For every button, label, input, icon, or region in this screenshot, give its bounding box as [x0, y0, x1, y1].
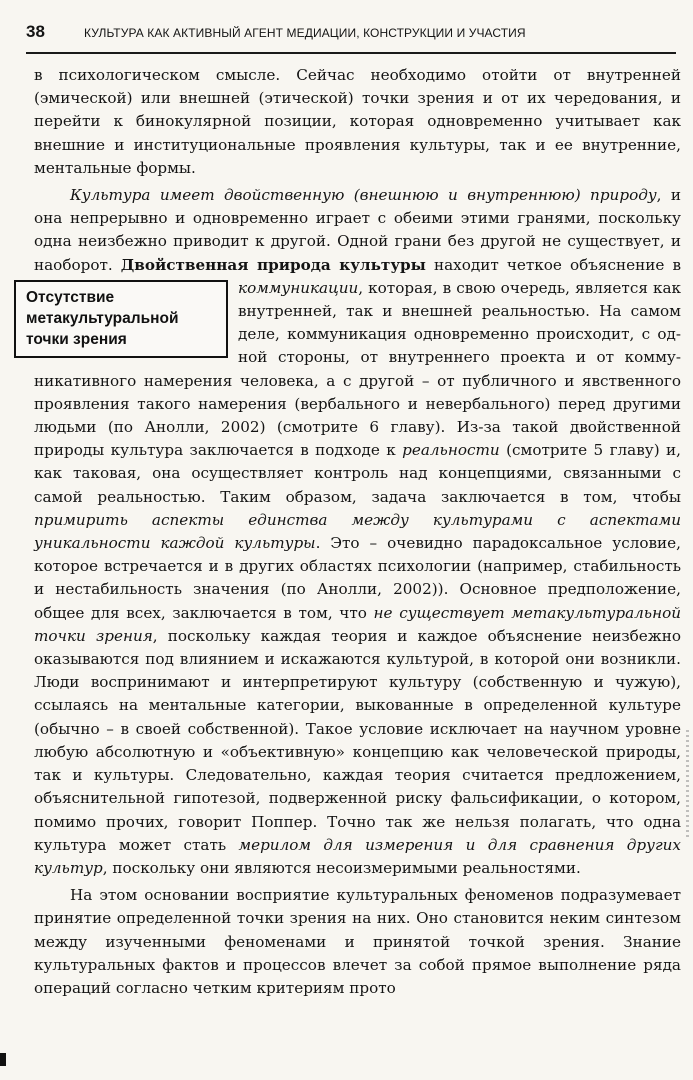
text-run: находит четкое объяснение в [425, 255, 682, 274]
italic-phrase: не существует метакультуральной точки зрения [34, 603, 681, 645]
paragraph [26, 184, 682, 880]
italic-phrase: реальности [402, 441, 500, 460]
text-run: На этом основании восприятие культуральных феноменов подразумевает принятие определенной точки зрения на них. Оно становится неким синтезом между изученными феноменами и принятой точкой зрения. Знание культуральных фактов и процессов влечет за собой прямое выполнение ряда операций согласно четким критериям прото [34, 886, 681, 997]
italic-phrase: примирить аспекты единства между культурами с аспектами уникальности каждой культуры [34, 510, 681, 553]
text-run: (смотрите 5 главу) и, как таковая, она осуществляет контроль над концепциями, связанными с самой реальностью. Таким образом, задача заключается в том, чтобы [34, 441, 681, 506]
scan-dots [686, 730, 689, 840]
page-number: 38 [26, 22, 45, 41]
margin-note-line: метакультуральной [26, 309, 179, 327]
paragraph [34, 884, 681, 1000]
italic-phrase: коммуникации [238, 278, 359, 297]
bold-phrase: Двойственная природа культуры [120, 255, 426, 274]
margin-note-box [14, 280, 228, 358]
text-run: , которая, в свою очередь, является как внутренней, так и внешней реальностью. На самом деле, коммуникация одновременно происходит, с одной стороны, от внутреннего проекта и от коммуникативного намерения человека, а с другой – от публичного и явственного проявления такого намерения (вербального и невербального) перед другими людьми (по Анолли, 2002) (смотрите 6 главу). Из-за такой двойственной природы культура заключается в подходе к [34, 278, 681, 460]
italic-phrase: Культура имеет двойственную (внешнюю и внутреннюю) природу [70, 186, 657, 205]
paragraph [34, 64, 681, 180]
edge-mark [0, 1053, 6, 1066]
margin-note-line: Отсутствие [26, 288, 115, 306]
text-run: в психологическом смысле. Сейчас необходимо отойти от внутренней (эмической) или внешней (этической) точки зрения и от их чередования, и перейти к бинокулярной позиции, которая одновременно учитывает как внешние и институциональные проявления культуры, так и ее внутренние, ментальные формы. [34, 66, 681, 177]
text-run: , поскольку они являются несоизмеримыми реальностями. [102, 858, 581, 877]
running-title: КУЛЬТУРА КАК АКТИВНЫЙ АГЕНТ МЕДИАЦИИ, КОНСТРУКЦИИ И УЧАСТИЯ [84, 26, 526, 40]
text-run: , поскольку каждая теория и каждое объяснение неизбежно оказываются под влиянием и искажаются культурой, в которой они возникли. Люди воспринимают и интерпретируют культуру (собственную и чужую), ссылаясь на ментальные категории, выкованные в определенной культуре (обычно – в своей собственной). Такое условие исключает на научном уровне любую абсолютную и «объективную» концепцию как человеческой природы, так и культуры. Следовательно, каждая теория считается предложением, объяснительной гипотезой, подверженной риску фальсификации, о котором, помимо прочих, говорит Поппер. Точно так же нельзя полагать, что одна культура может стать [34, 626, 681, 854]
body-text [26, 64, 682, 1000]
text-run: , и она непрерывно и одновременно играет с обеими этими гранями, поскольку одна неизбежно приводит к другой. Одной грани без другой не существует, и наоборот. [34, 186, 682, 274]
text-run: . Это – очевидно парадоксальное условие, которое встречается и в других областях психологии (например, стабильность и нестабильность значения (по Анолли, 2002)). Основное предположение, общее для всех, заключается в том, что [34, 534, 681, 622]
italic-phrase: мерилом для измерения и для сравнения других культур [34, 835, 681, 877]
margin-note-line: точки зрения [26, 330, 127, 348]
running-header [26, 22, 676, 54]
